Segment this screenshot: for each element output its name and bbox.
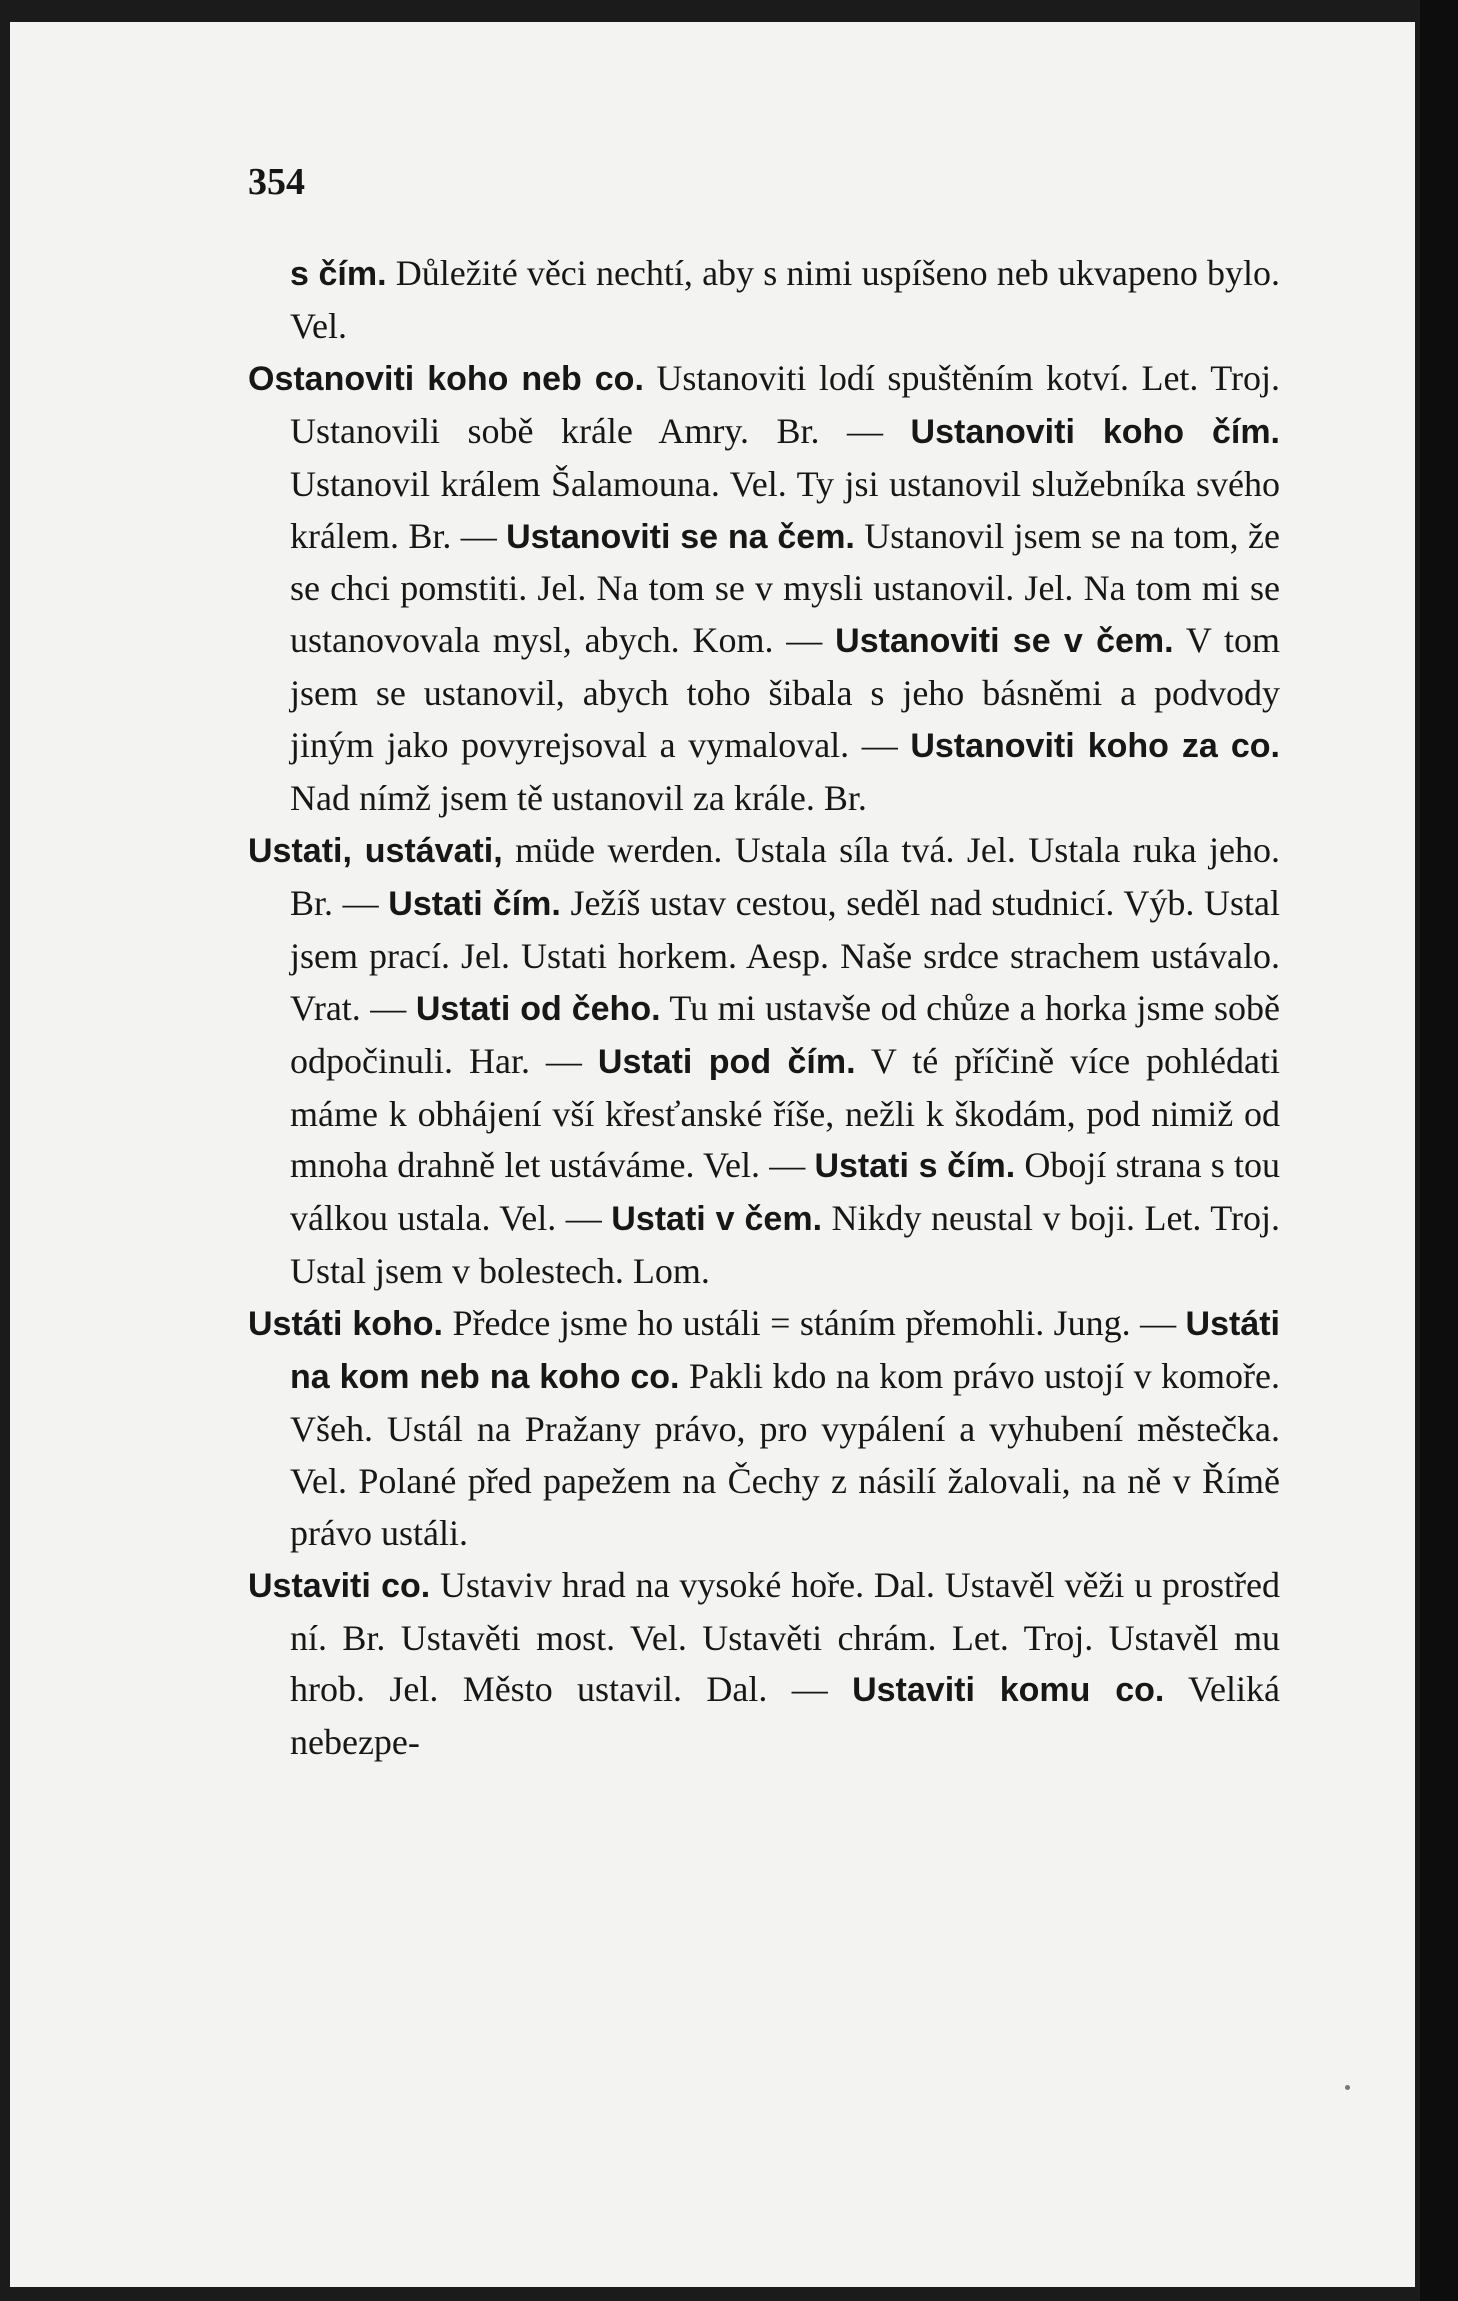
dictionary-text [0, 248, 1458, 1769]
headword: Ustáti na kom neb na koho co. [290, 1305, 1280, 1397]
entry-text: Nad nímž jsem tě ustanovil za krále. Br. [290, 778, 867, 819]
headword: Ustati čím. [388, 884, 561, 923]
dictionary-entry [248, 825, 1281, 1298]
scan-speck [1345, 2085, 1350, 2090]
entry-text: müde werden. Ustala síla tvá. Jel. Ustala ruka jeho. Br. — [290, 829, 1280, 923]
headword: Ustanoviti se v čem. [835, 622, 1174, 661]
headword: Ustati pod čím. [597, 1042, 856, 1081]
entry-text: Ježíš ustav cestou, seděl nad studnicí. Výb. Ustal jsem prací. Jel. Ustati horkem. Aesp. Naše srdce strachem ustávalo. Vrat. — [290, 882, 1280, 1028]
page-number: 354 [248, 161, 305, 203]
headword: Ustaviti co. [248, 1566, 431, 1605]
headword: Ustanoviti se na čem. [506, 517, 855, 556]
entry-text: Tu mi ustavše od chůze a horka jsme sobě odpočinuli. Har. — [290, 987, 1281, 1081]
headword: Ustáti koho. [248, 1305, 444, 1344]
headword: s čím. [290, 255, 387, 293]
headword: Ustanoviti koho za co. [910, 727, 1280, 766]
entry-continuation [290, 248, 1280, 353]
entry-text: Ustaviv hrad na vysoké hoře. Dal. Ustavěl věži u prostřed ní. Br. Ustavěti most. Vel. Ustavěti chrám. Let. Troj. Ustavěl mu hrob. Jel. Město ustavil. Dal. — [290, 1564, 1281, 1710]
headword: Ustaviti komu co. [852, 1671, 1165, 1710]
entry-text: Důležité věci nechtí, aby s nimi uspíšeno neb ukvapeno bylo. Vel. [290, 253, 1281, 346]
entry-text: Veliká nebezpe- [290, 1669, 1281, 1763]
dictionary-entry [248, 353, 1281, 825]
dictionary-entry [248, 1560, 1281, 1770]
entry-text: Ustanovil jsem se na tom, že se chci pomstiti. Jel. Na tom se v mysli ustanovil. Jel. Na tom mi se ustanovovala mysl, abych. Kom. — [290, 515, 1280, 661]
dictionary-entry [248, 1298, 1281, 1560]
headword: Ustati s čím. [814, 1147, 1016, 1186]
entry-text: Nikdy neustal v boji. Let. Troj. Ustal jsem v bolestech. Lom. [290, 1198, 1280, 1292]
entry-text: Obojí strana s tou válkou ustala. Vel. — [290, 1145, 1280, 1239]
headword: Ustati v čem. [611, 1200, 823, 1239]
entry-text: Ustanovil králem Šalamouna. Vel. Ty jsi ustanovil služebníka svého králem. Br. — [290, 463, 1280, 556]
entry-text: Předce jsme ho ustáli = stáním přemohli. Jung. — [443, 1303, 1186, 1344]
entry-text: Ustanoviti lodí spuštěním kotví. Let. Troj. Ustanovili sobě krále Amry. Br. — [290, 357, 1280, 451]
entry-text: V té příčině více pohlédati máme k obhájení vší křesťanské říše, nežli k škodám, pod nimiž od mnoha drahně let ustáváme. Vel. — [290, 1040, 1280, 1186]
headword: Ustati, ustávati, [248, 831, 503, 870]
entry-text: Pakli kdo na kom právo ustojí v komoře. Všeh. Ustál na Pražany právo, pro vypálení a vyhubení městečka. Vel. Polané před papežem na Čechy z násilí žalovali, na ně v Římě právo ustáli. [290, 1356, 1281, 1553]
entry-text: V tom jsem se ustanovil, abych toho šibala s jeho básněmi a podvody jiným jako povyrejsoval a vymaloval. — [290, 620, 1281, 766]
headword: Ostanoviti koho neb co. [248, 359, 644, 398]
headword: Ustanoviti koho čím. [910, 412, 1280, 451]
headword: Ustati od čeho. [415, 989, 661, 1028]
